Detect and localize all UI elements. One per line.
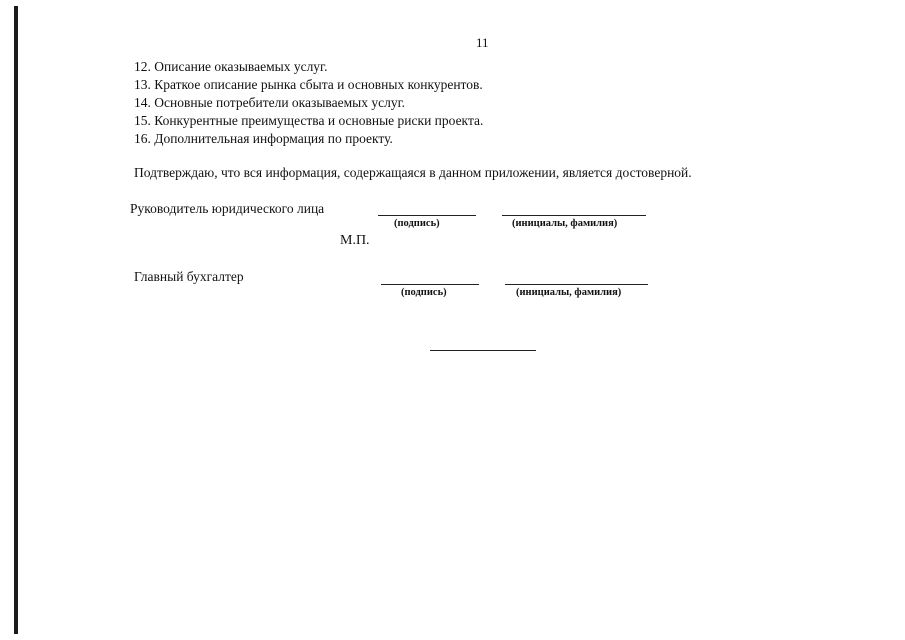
accountant-name-caption: (инициалы, фамилия) — [516, 287, 622, 298]
page-edge-bar — [14, 6, 18, 634]
list-item: 15. Конкурентные преимущества и основные риски проекта. — [134, 113, 484, 128]
accountant-name-line — [505, 284, 648, 285]
list-item: 12. Описание оказываемых услуг. — [134, 59, 328, 74]
section-list — [134, 58, 483, 148]
confirmation-statement: Подтверждаю, что вся информация, содержащаяся в данном приложении, является достоверной. — [134, 165, 692, 180]
list-item: 14. Основные потребители оказываемых услуг. — [134, 95, 405, 110]
list-item: 16. Дополнительная информация по проекту. — [134, 131, 393, 146]
head-name-line — [502, 215, 646, 216]
accountant-signature-line — [381, 284, 479, 285]
head-signature-caption: (подпись) — [394, 218, 440, 229]
head-title: Руководитель юридического лица — [130, 201, 325, 216]
accountant-title: Главный бухгалтер — [134, 269, 244, 284]
head-signature-line — [378, 215, 476, 216]
stamp-place: М.П. — [340, 233, 370, 248]
page-number: 11 — [476, 35, 489, 50]
list-item: 13. Краткое описание рынка сбыта и основных конкурентов. — [134, 77, 483, 92]
accountant-signature-caption: (подпись) — [401, 287, 447, 298]
head-name-caption: (инициалы, фамилия) — [512, 218, 618, 229]
end-divider — [430, 350, 536, 351]
